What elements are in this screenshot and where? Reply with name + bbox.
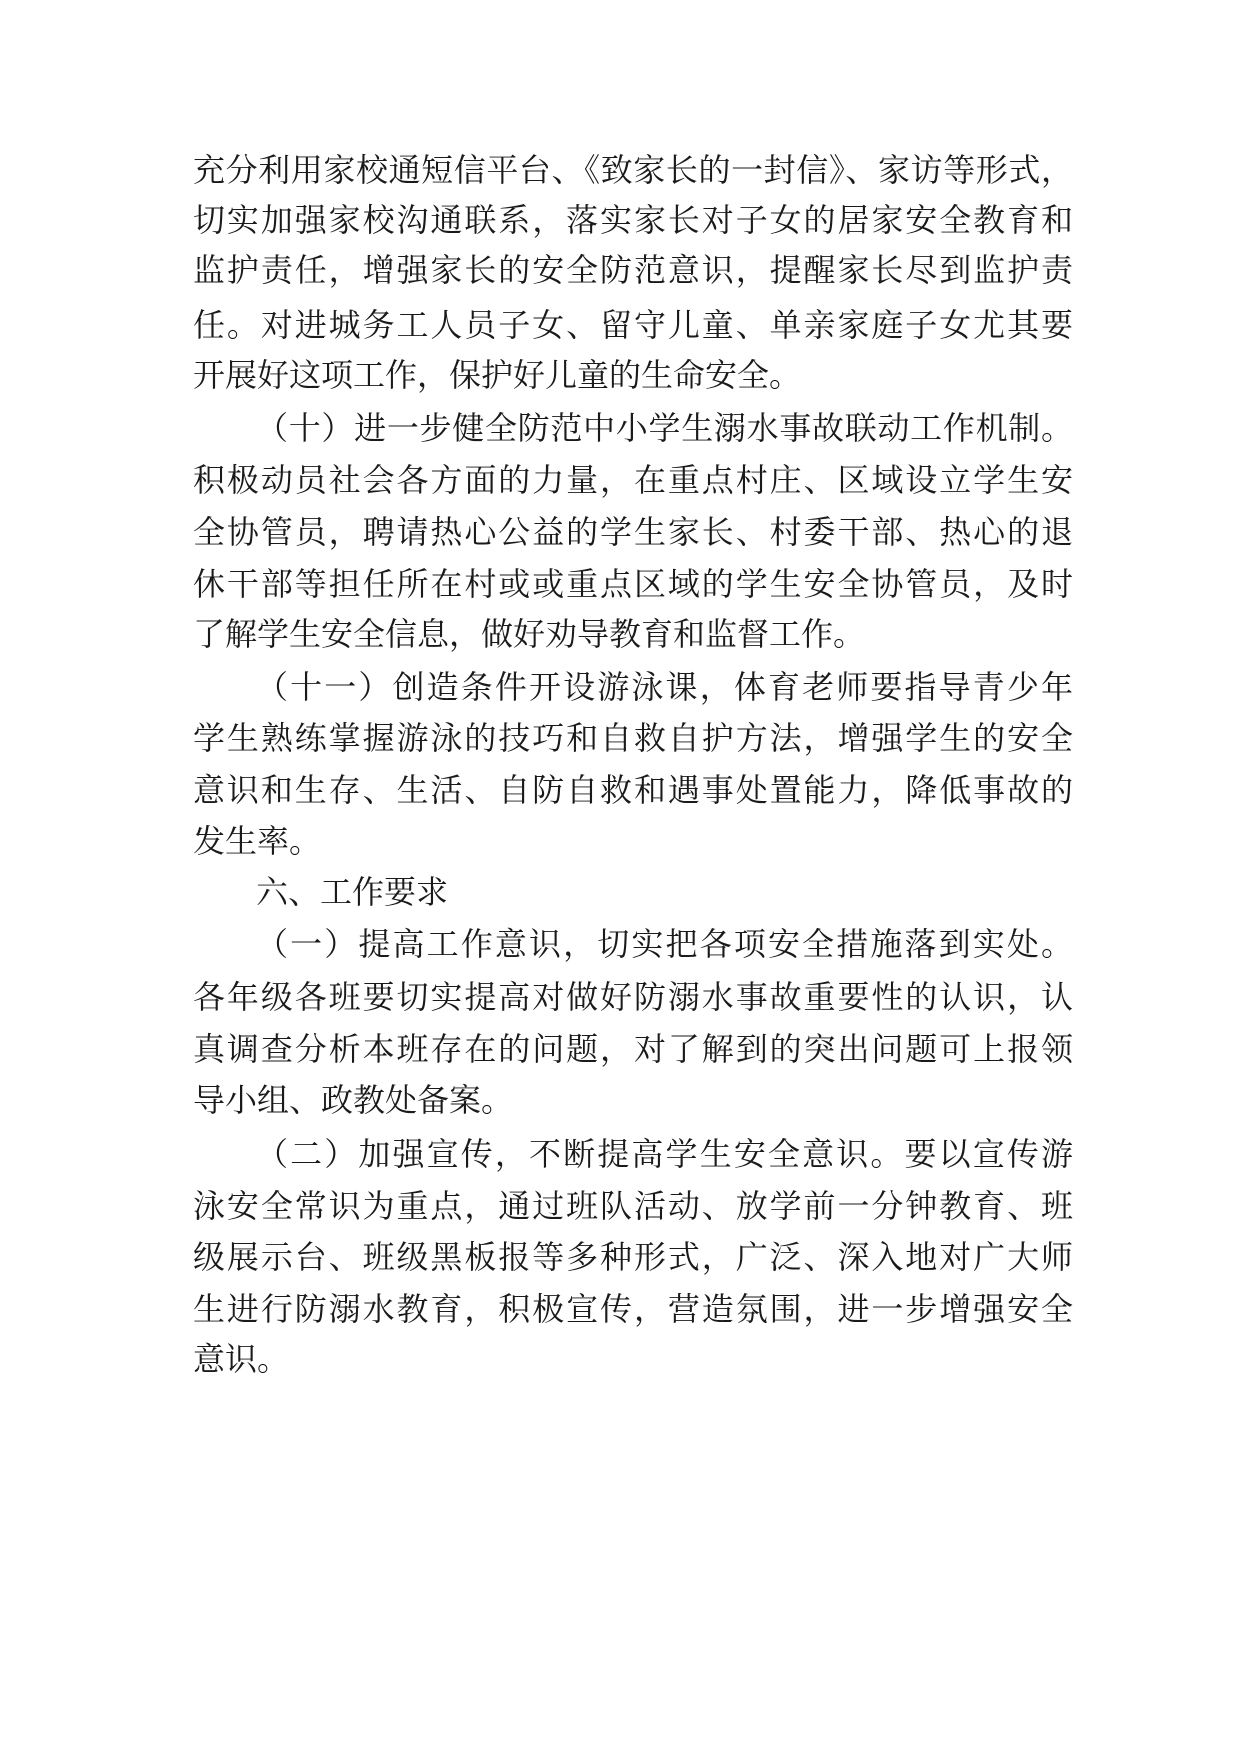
text-line: 全协管员，聘请热心公益的学生家长、村委干部、热心的退 [193, 513, 1073, 551]
text-line: 级展示台、班级黑板报等多种形式，广泛、深入地对广大师 [193, 1238, 1073, 1276]
text-line: 休干部等担任所在村或或重点区域的学生安全协管员，及时 [193, 565, 1073, 603]
text-line: 发生率。 [193, 822, 322, 860]
text-line: 监护责任，增强家长的安全防范意识，提醒家长尽到监护责 [193, 251, 1073, 289]
text-line: 各年级各班要切实提高对做好防溺水事故重要性的认识，认 [193, 978, 1073, 1016]
paragraph-first-line: （十一）创造条件开设游泳课，体育老师要指导青少年 [256, 668, 1073, 706]
section-heading: 六、工作要求 [256, 873, 449, 911]
text-line: 任。对进城务工人员子女、留守儿童、单亲家庭子女尤其要 [193, 306, 1073, 344]
text-line: 学生熟练掌握游泳的技巧和自救自护方法，增强学生的安全 [193, 719, 1073, 757]
text-line: 切实加强家校沟通联系，落实家长对子女的居家安全教育和 [193, 201, 1073, 239]
paragraph-first-line: （二）加强宣传，不断提高学生安全意识。要以宣传游 [256, 1135, 1073, 1173]
paragraph-first-line: （一）提高工作意识，切实把各项安全措施落到实处。 [256, 925, 1073, 963]
text-line: 意识和生存、生活、自防自救和遇事处置能力，降低事故的 [193, 771, 1073, 809]
text-line: 导小组、政教处备案。 [193, 1081, 514, 1119]
text-line: 意识。 [193, 1340, 290, 1378]
text-line: 开展好这项工作，保护好儿童的生命安全。 [193, 356, 802, 394]
text-line: 了解学生安全信息，做好劝导教育和监督工作。 [193, 615, 866, 653]
text-line: 充分利用家校通短信平台、《致家长的一封信》、家访等形式， [193, 151, 1073, 189]
text-line: 真调查分析本班存在的问题，对了解到的突出问题可上报领 [193, 1030, 1073, 1068]
text-line: 生进行防溺水教育，积极宣传，营造氛围，进一步增强安全 [193, 1290, 1073, 1328]
text-line: 积极动员社会各方面的力量，在重点村庄、区域设立学生安 [193, 461, 1073, 499]
text-line: 泳安全常识为重点，通过班队活动、放学前一分钟教育、班 [193, 1187, 1073, 1225]
paragraph-first-line: （十）进一步健全防范中小学生溺水事故联动工作机制。 [256, 409, 1073, 447]
